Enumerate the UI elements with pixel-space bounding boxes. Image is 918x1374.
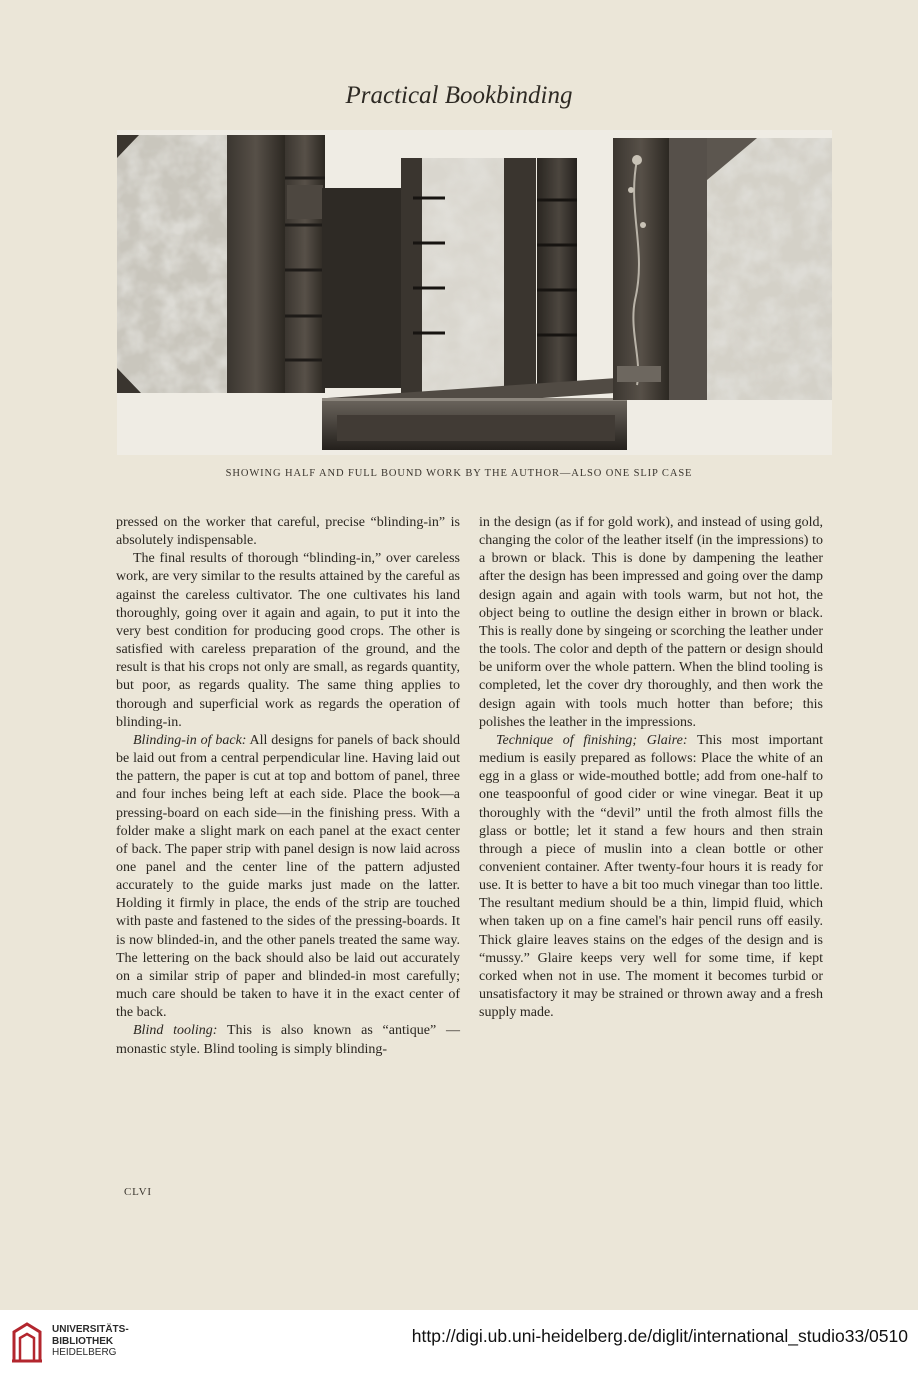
library-name-line: UNIVERSITÄTS-: [52, 1324, 129, 1335]
section-heading: Technique of finishing; Glaire:: [496, 732, 688, 748]
right-column: [479, 514, 823, 1022]
left-book-image: [117, 135, 325, 393]
paragraph: in the design (as if for gold work), and instead of using gold, changing the color of the leather itself (in the impressions) to a brown or black. This is done by dampening the leather after the design has been impressed and going over the damp design again and again with tools warm, but not hot, the object being to outline the design either in brown or black. This is really done by singeing or scorching the leather under the tools. The color and depth of the pattern or design should be uniform over the whole pattern. When the blind tooling is completed, let the cover dry thoroughly, and then work the design again with tools much hotter than before; this polishes the leather in the impressions.: [479, 515, 823, 730]
page-number: CLVI: [124, 1186, 152, 1198]
bookbinding-photograph: [117, 130, 832, 455]
middle-book-image: [322, 158, 577, 393]
paragraph-text: This most important medium is easily prepared as follows: Place the white of an egg in a glass or wide-mouthed bottle; add from one-half to one teaspoonful of good cider or wine vinegar. Beat it up thoroughly with the “devil” until the froth almost fills the glass or bottle; let it stand a few hours and then strain through a piece of muslin into a clean bottle or other convenient container. After twenty-four hours it is ready for use. It is better to have a bit too much vinegar than too little. The resultant medium should be a thin, limpid fluid, which when taken up on a fine camel's hair pencil runs off easily. Thick glaire leaves stains on the edges of the design and is “mussy.” Glaire keeps very well for some time, if kept corked when not in use. The moment it becomes turbid or unsatisfactory it may be strained or thrown away and a fresh supply made.: [479, 732, 823, 1021]
paragraph: [116, 1022, 460, 1058]
right-book-image: [613, 138, 832, 400]
paragraph-text: This is also known as “antique” —monastic style. Blind tooling is simply blinding-: [116, 1023, 460, 1057]
running-head: Practical Bookbinding: [345, 82, 573, 109]
section-heading: Blind tooling:: [133, 1023, 218, 1039]
paragraph: The final results of thorough “blinding-in,” over careless work, are very similar to the results attained by the careful as against the careless cultivator. The one cultivates his land thoroughly, going over it again and again, to put it into the very best condition for producing good crops. The other is satisfied with careless preparation of the ground, and the result is that his crops not only are small, as regards quantity, but poor, as regards quality. The same thing applies to thorough and superficial work as regards the operation of blinding-in.: [116, 551, 460, 730]
library-name-line: HEIDELBERG: [52, 1347, 117, 1358]
section-heading: Blinding-in of back:: [133, 732, 247, 748]
university-library-logo-icon: [10, 1320, 44, 1364]
paragraph: [116, 732, 460, 1023]
library-name-line: BIBLIOTHEK: [52, 1335, 114, 1347]
library-name: [52, 1324, 129, 1359]
paragraph: [479, 732, 823, 1023]
source-url-link[interactable]: http://digi.ub.uni-heidelberg.de/diglit/international_studio33/0510: [411, 1326, 908, 1346]
left-column: [116, 514, 460, 1059]
library-footer: [0, 1310, 918, 1374]
plate-caption: SHOWING HALF AND FULL BOUND WORK BY THE AUTHOR—ALSO ONE SLIP CASE: [225, 468, 693, 479]
paragraph-text: All designs for panels of back should be laid out from a central perpendicular line. Having laid out the pattern, the paper is cut at top and bottom of panel, three and four inches being left at each side. Place the book—a pressing-board on each side—in the finishing press. With a folder make a slight mark on each panel at the exact center of back. The paper strip with panel design is now laid across one panel and the center line of the pattern adjusted accurately to the guide marks just made on the latter. Holding it firmly in place, the ends of the strip are touched with paste and fastened to the sides of the pressing-boards. It is now blinded-in, and the other panels treated the same way. The lettering on the back should also be laid out accurately on a similar strip of paper and blinded-in most carefully; much care should be taken to have it in the exact center of the back.: [116, 732, 460, 1021]
paragraph: pressed on the worker that careful, precise “blinding-in” is absolutely indispensable.: [116, 515, 460, 549]
